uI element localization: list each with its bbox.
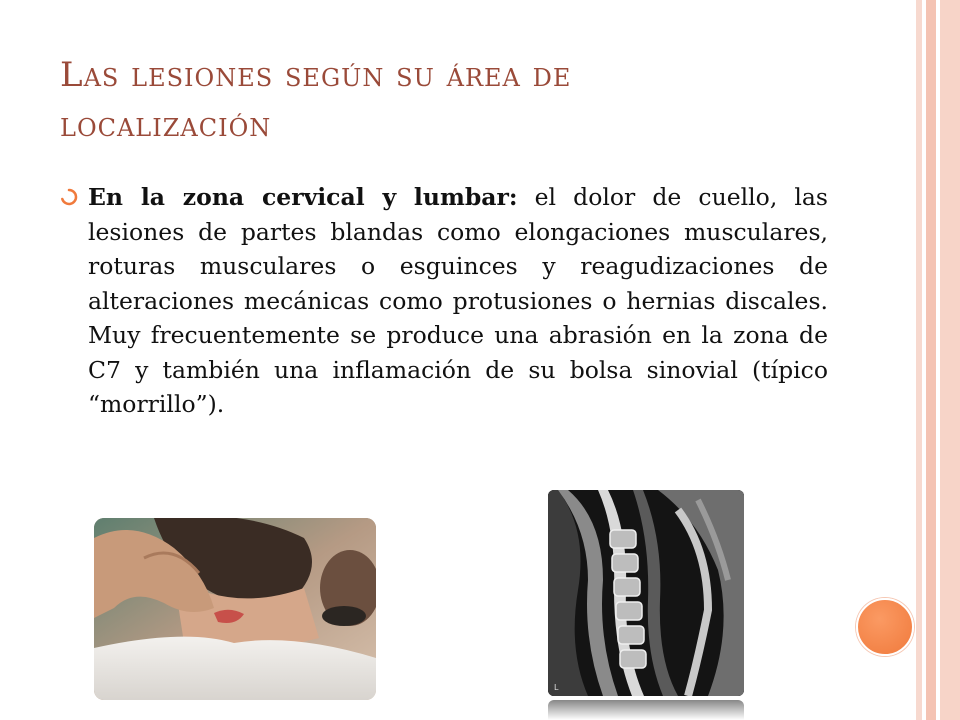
title-line-2: localización (60, 105, 272, 145)
bullet-text (88, 180, 828, 422)
decorative-stripes (916, 0, 960, 720)
bullet-body: el dolor de cuello, las lesiones de partes blandas como elongaciones musculares, roturas musculares o esguinces y reagudizaciones de alteraciones mecánicas como protusiones o hernias discales. Muy frecuentemente se produce una abrasión en la zona de C7 y también una inflamación de su bolsa sinovial (típico “morrillo”). (88, 183, 828, 418)
slide-title (60, 50, 820, 150)
mri-reflection (548, 700, 744, 720)
bullet-lead: En la zona cervical y lumbar: (88, 183, 518, 211)
stripe (926, 0, 936, 720)
neck-abrasion-photo (94, 518, 376, 700)
decorative-circle (856, 598, 914, 656)
mri-illustration (548, 490, 744, 696)
cervical-mri-scan (548, 490, 744, 696)
bullet-ring-icon (60, 188, 78, 206)
mri-corner-mark: L (554, 683, 559, 692)
title-line-1: Las lesiones según su área de (60, 55, 572, 95)
stripe (940, 0, 960, 720)
neck-photo-illustration (94, 518, 376, 700)
